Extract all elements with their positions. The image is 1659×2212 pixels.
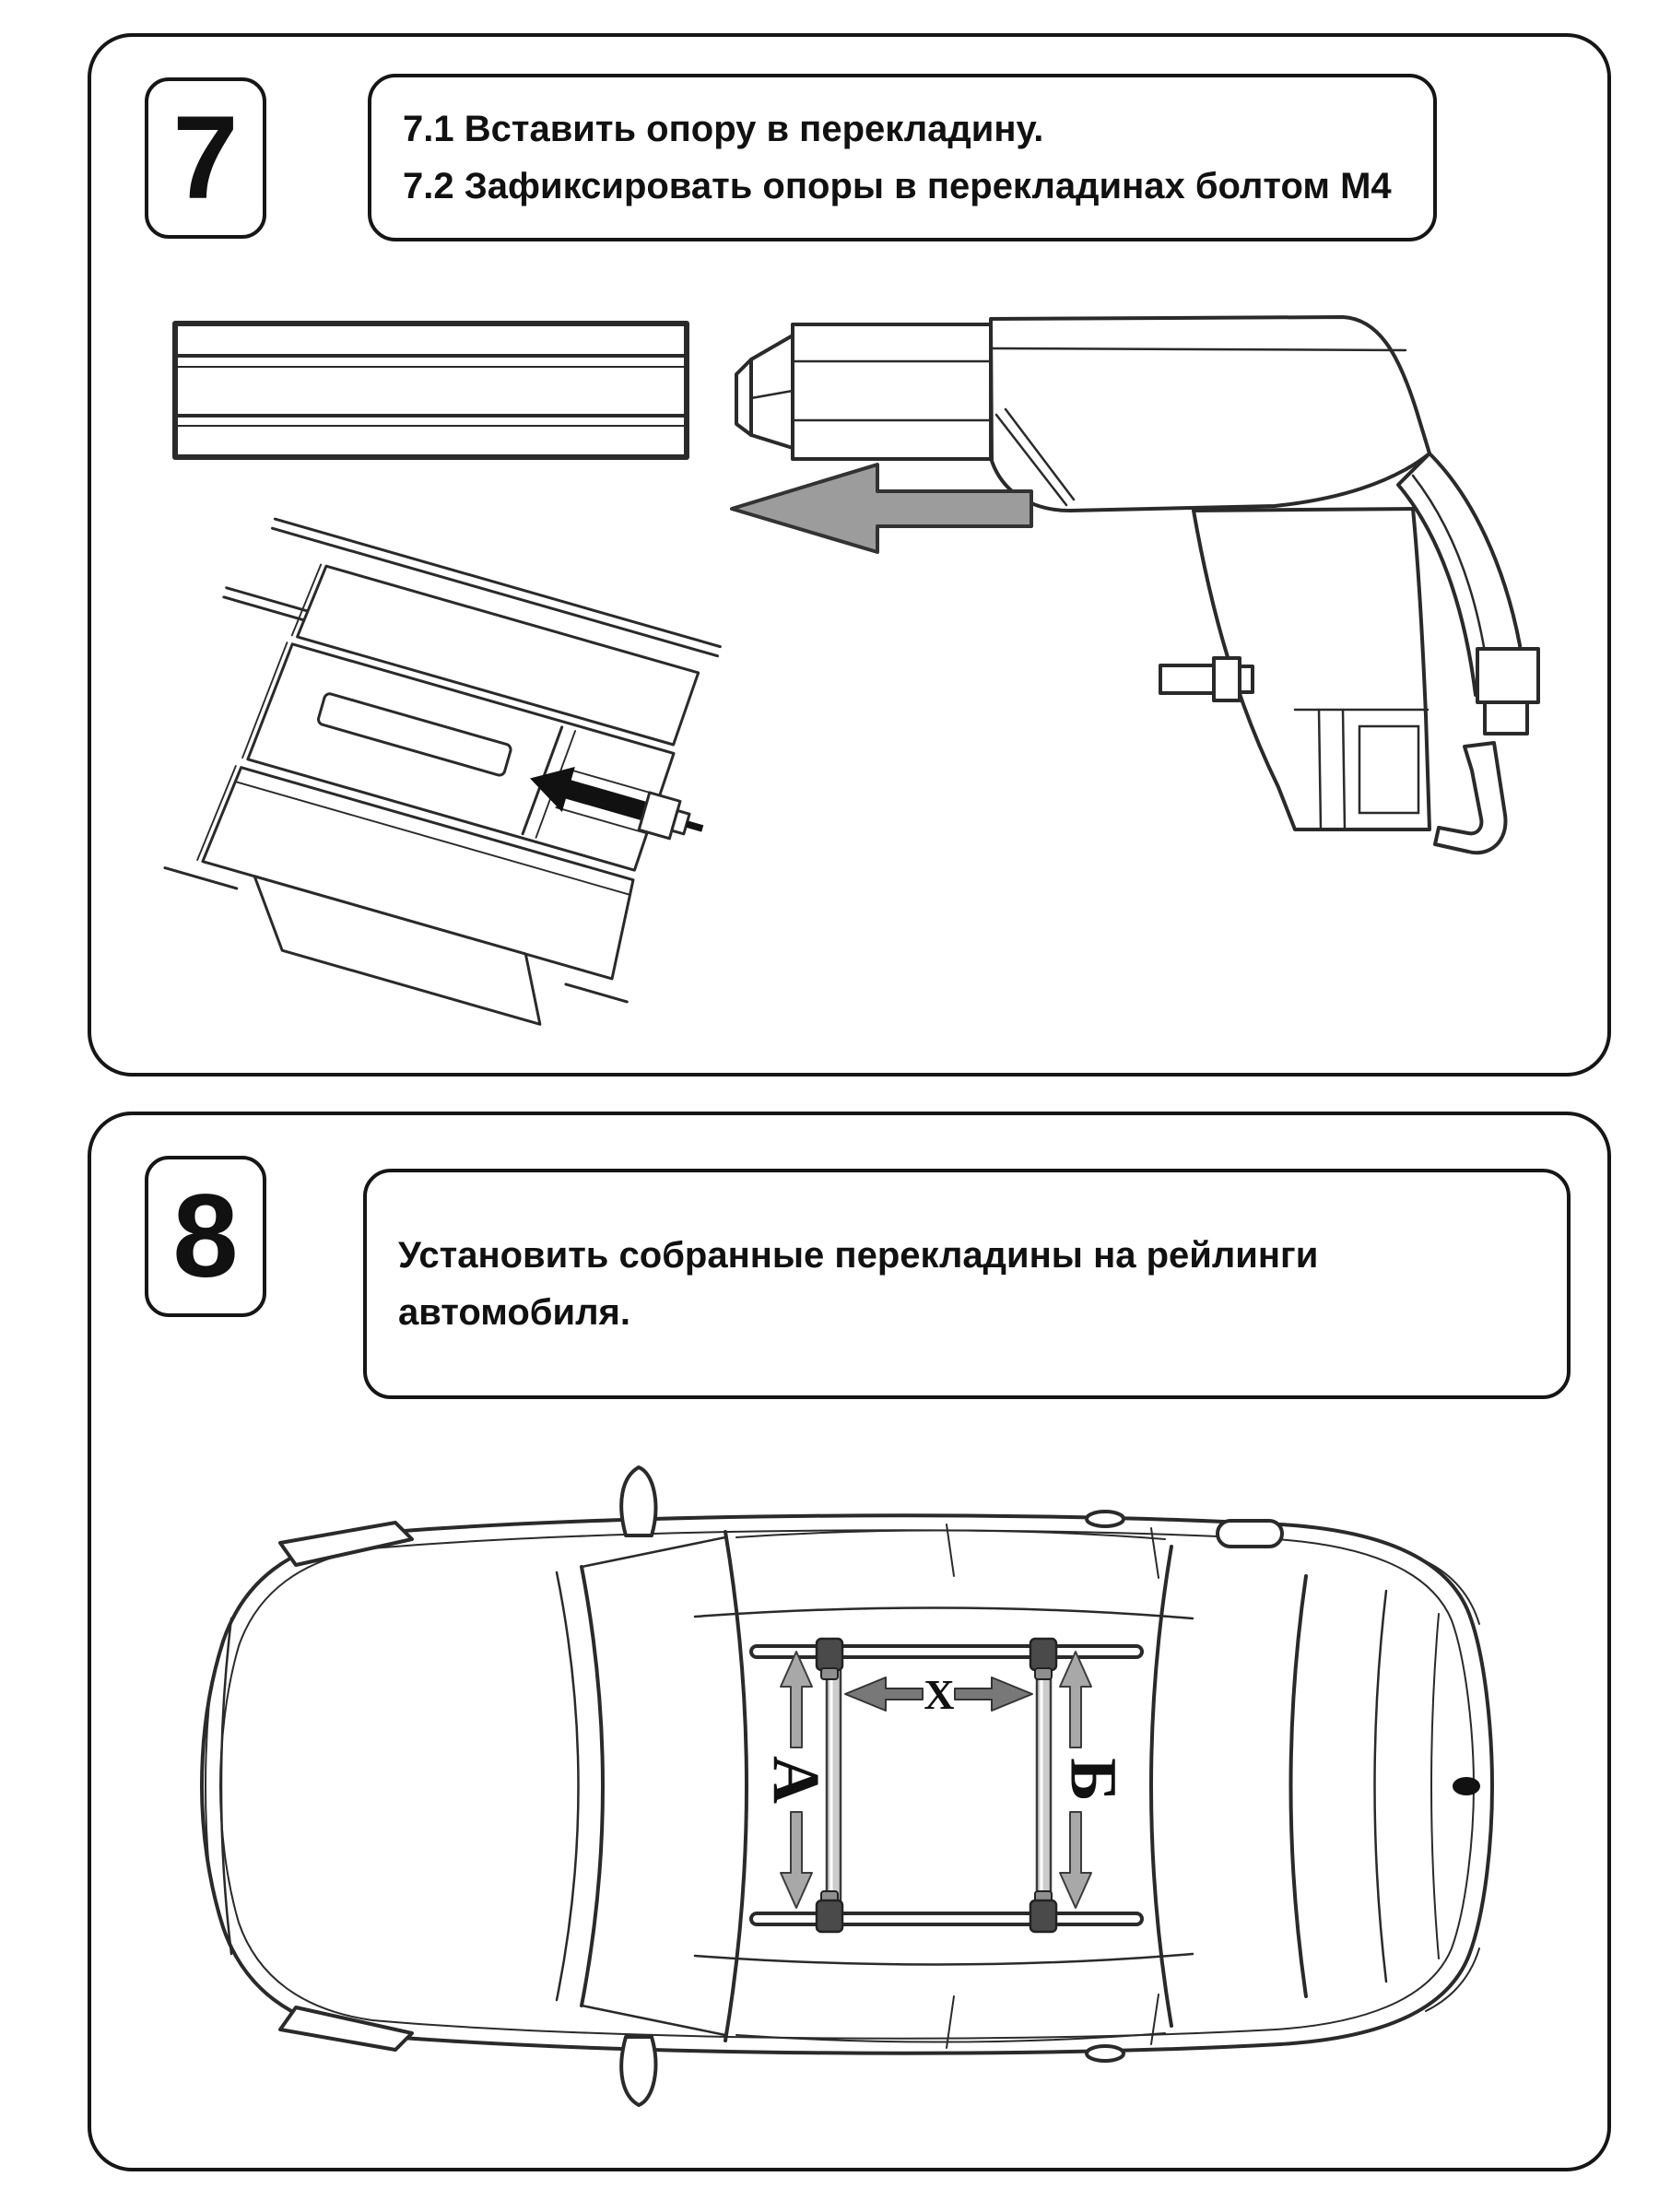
bolt-m4-drawing [1160,658,1253,700]
step-8-number-box [145,1156,266,1317]
step-8-instruction-line-2: автомобиля. [398,1292,630,1333]
step-8-number: 8 [172,1170,239,1302]
step-8-panel [88,1112,1611,2171]
step-7-number-box [145,77,266,239]
distance-x-label: X [924,1671,955,1718]
insert-direction-arrow [732,465,1031,552]
step-7-instruction-line-2: 7.2 Зафиксировать опоры в перекладинах болтом М4 [403,166,1392,206]
rear-bar-label: Б [1056,1758,1131,1802]
step-7-instruction-box [368,74,1437,241]
step-8-instruction-box [363,1169,1571,1399]
step-7-number: 7 [172,91,239,224]
figure-car-top-view [91,1425,1607,2162]
step-7-panel [88,33,1611,1077]
front-bar-label: А [759,1756,833,1804]
step-8-instruction-line-1: Установить собранные перекладины на рейлинги [398,1235,1319,1276]
car-top-view-drawing [202,1467,1492,2105]
step-7-instruction-line-1: 7.1 Вставить опору в перекладину. [403,109,1044,149]
bolt-detail-drawing [135,512,752,1053]
figure-crossbar-and-support [91,278,1607,1071]
support-assembly-drawing [736,317,1538,853]
crossbar-profile-drawing [175,324,687,457]
